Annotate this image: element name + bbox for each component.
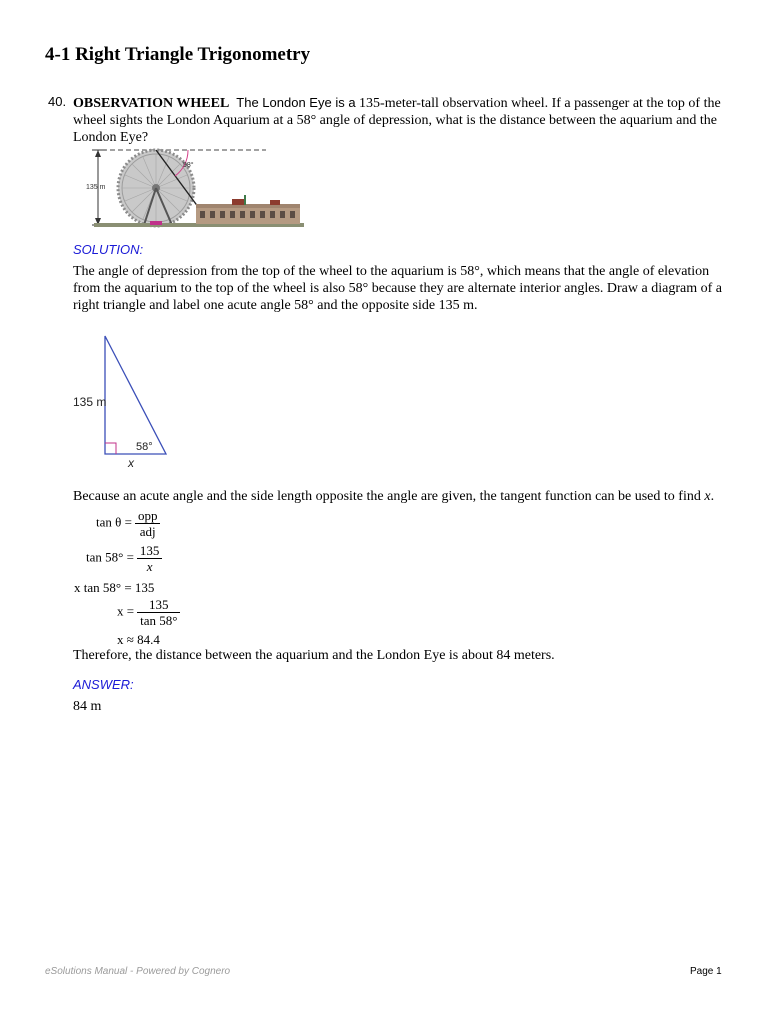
paragraph-2-var: x [704,489,711,504]
triangle-side-label: 135 m [73,395,107,409]
equation-4-left: x = [117,603,135,619]
photo-angle-label: 58° [183,162,194,169]
equation-1-denominator: adj [139,524,156,539]
photo-height-label: 135 m [86,184,106,191]
equation-4-fraction [137,597,180,628]
paragraph-2-end: . [710,489,715,504]
equation-1-fraction [135,508,161,539]
question-text [73,94,733,146]
triangle-base-label: x [128,456,134,470]
triangle-angle-label: 58° [136,441,153,453]
page-title: 4-1 Right Triangle Trigonometry [45,44,311,65]
triangle-shape [105,336,166,454]
equation-2-denominator: x [146,559,153,574]
equation-1 [96,508,160,539]
footer-page-number: Page 1 [690,966,722,977]
solution-label: SOLUTION: [73,242,144,257]
right-angle-marker [105,443,116,454]
equation-2-left: tan 58° = [86,549,134,565]
answer-value: 84 m [73,699,102,714]
equation-4-denominator: tan 58° [140,613,178,628]
equation-5: x ≈ 84.4 [117,632,160,647]
equation-2-fraction [137,543,163,574]
equation-4-numerator: 135 [137,597,180,613]
question-text-lead: The London Eye is a [236,95,356,110]
equation-1-left: tan θ = [96,514,132,530]
footer-left-text: eSolutions Manual - Powered by Cognero [45,966,231,977]
equation-1-numerator: opp [135,508,161,524]
question-number: 40. [48,94,67,109]
conclusion-text: Therefore, the distance between the aquarium and the London Eye is about 84 meters. [73,648,555,663]
equation-3: x tan 58° = 135 [74,580,155,595]
question-text-rest: 135-meter-tall observation wheel. If a passenger at the top of the wheel sights the London Aquarium at a 58° angle of depression, what is the distance between the aquarium and the London Eye? [73,96,721,145]
equation-2 [86,543,162,574]
equation-4 [117,597,180,628]
london-eye-figure [84,145,304,229]
equation-2-numerator: 135 [137,543,163,559]
paragraph-2-text: Because an acute angle and the side length opposite the angle are given, the tangent function can be used to find [73,489,705,504]
answer-label: ANSWER: [73,677,134,692]
solution-paragraph-2 [73,488,733,505]
solution-paragraph-1: The angle of depression from the top of the wheel to the aquarium is 58°, which means that the angle of elevation from the aquarium to the top of the wheel is also 58° because they are alternate interior angles. Draw a diagram of a right triangle and label one acute angle 58° and the opposite side 135 m. [73,264,722,313]
right-triangle-figure [70,330,180,472]
question-heading: OBSERVATION WHEEL [73,96,230,111]
